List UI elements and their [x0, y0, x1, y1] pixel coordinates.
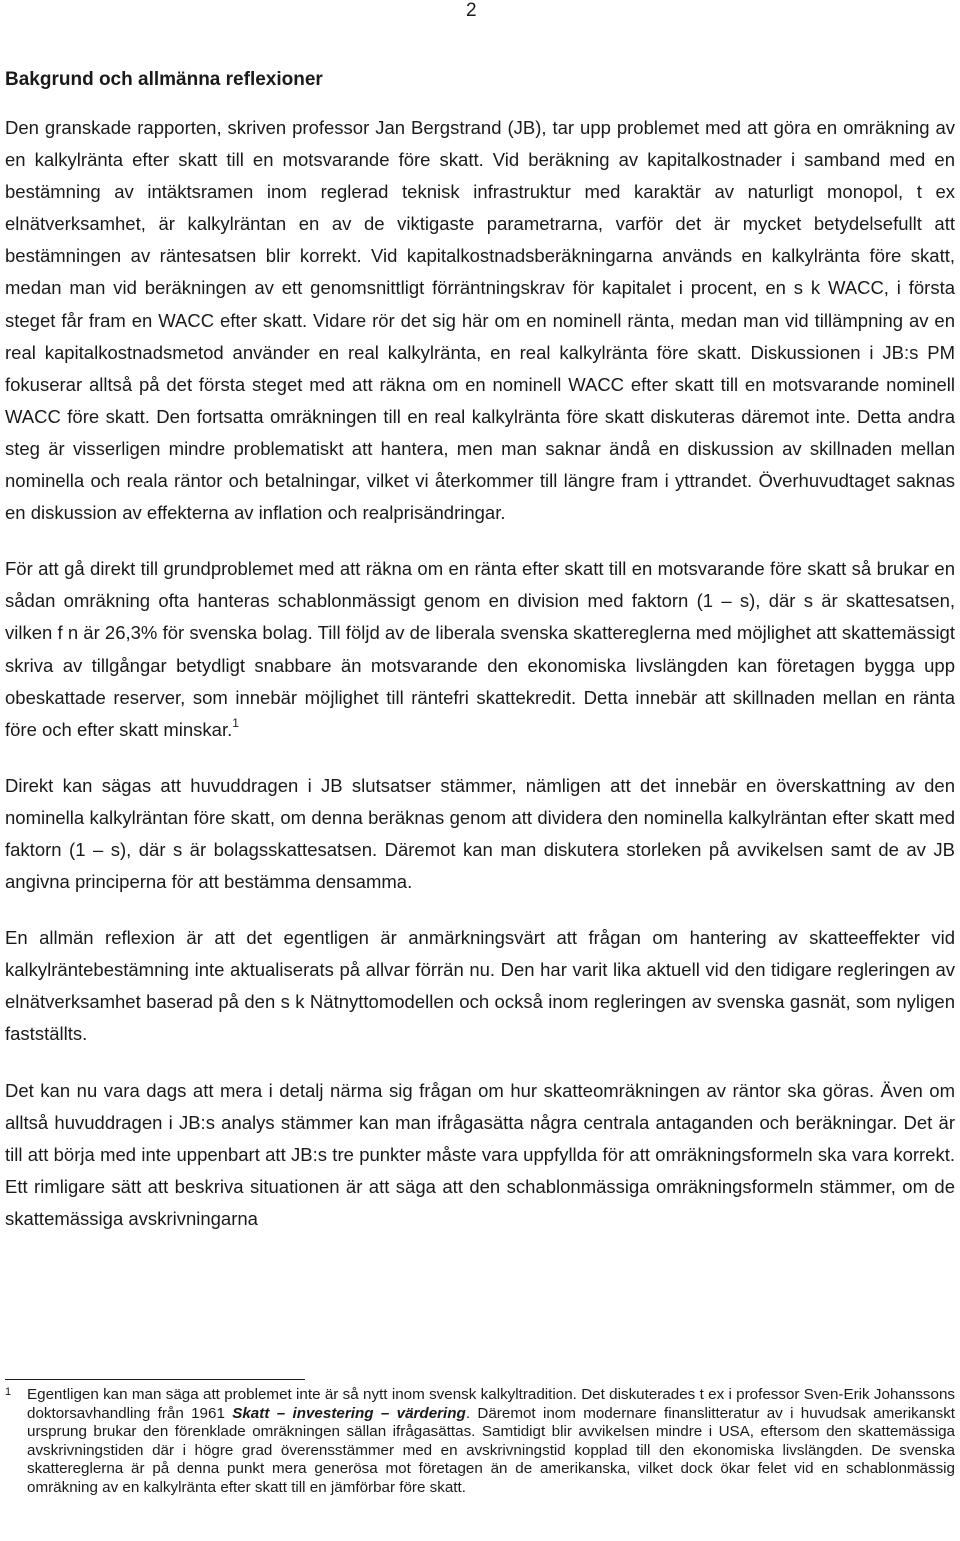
footnote: [5, 1386, 955, 1497]
paragraph-1: Den granskade rapporten, skriven professor Jan Bergstrand (JB), tar upp problemet med att göra en omräkning av en kalkylränta efter skatt till en motsvarande före skatt. Vid beräkning av kapitalkostnader i samband med en bestämning av intäktsramen inom reglerad teknisk infrastruktur med karaktär av naturligt monopol, t ex elnätverksamhet, är kalkylräntan en av de viktigaste parametrarna, varför det är mycket betydelsefullt att bestämningen av räntesatsen blir korrekt. Vid kapitalkostnadsberäkningarna används en kalkylränta före skatt, medan man vid beräkningen av ett genomsnittligt förräntningskrav för kapitalet i procent, en s k WACC, i första steget får fram en WACC efter skatt. Vidare rör det sig här om en nominell ränta, medan man vid tillämpning av en real kapitalkostnadsmetod använder en real kalkylränta, en real kalkylränta före skatt. Diskussionen i JB:s PM fokuserar alltså på det första steget med att räkna om en nominell WACC efter skatt till en motsvarande nominell WACC före skatt. Den fortsatta omräkningen till en real kalkylränta före skatt diskuteras däremot inte. Detta andra steg är visserligen mindre problematiskt att hantera, men man saknar ändå en diskussion av skillnaden mellan nominella och reala räntor och betalningar, vilket vi återkommer till längre fram i yttrandet. Överhuvudtaget saknas en diskussion av effekterna av inflation och realprisändringar.: [5, 117, 955, 524]
footnote-book-title: Skatt – investering – värdering: [232, 1404, 466, 1422]
paragraph-4: En allmän reflexion är att det egentligen är anmärkningsvärt att frågan om hantering av skatteeffekter vid kalkylräntebestämning inte aktualiserats på allvar förrän nu. Den har varit lika aktuell vid den tidigare regleringen av elnätverksamhet baserad på den s k Nätnyttomodellen och också inom regleringen av svenska gasnät, som nyligen fastställts.: [5, 927, 955, 1045]
footnote-reference[interactable]: 1: [232, 715, 239, 730]
paragraph-5: Det kan nu vara dags att mera i detalj närma sig frågan om hur skatteomräkningen av räntor ska göras. Även om alltså huvuddragen i JB:s analys stämmer kan man ifrågasätta några centrala antaganden och beräkningar. Det är till att börja med inte uppenbart att JB:s tre punkter måste vara uppfyllda för att omräkningsformeln ska vara korrekt. Ett rimligare sätt att beskriva situationen är att säga att den schablonmässiga omräkningsformeln stämmer, om de skattemässiga avskrivningarna: [5, 1079, 955, 1229]
paragraph-2-text: För att gå direkt till grundproblemet med att räkna om en ränta efter skatt till en motsvarande före skatt så brukar en sådan omräkning ofta hanteras schablonmässigt genom en division med faktorn (1 – s), där s är skattesatsen, vilken f n är 26,3% för svenska bolag. Till följd av de liberala svenska skattereglerna med möjlighet att skattemässigt skriva av tillgångar betydligt snabbare än motsvarande den ekonomiska livslängden kan företagen bygga upp obeskattade reserver, som innebär möjlighet till räntefri skattekredit. Detta innebär att skillnaden mellan en ränta före och efter skatt minskar.: [5, 558, 955, 740]
main-content: [5, 64, 955, 1259]
footnote-number: 1: [5, 1386, 12, 1398]
section-heading: Bakgrund och allmänna reflexioner: [5, 69, 323, 90]
paragraph-3: Direkt kan sägas att huvuddragen i JB slutsatser stämmer, nämligen att det innebär en överskattning av den nominella kalkylräntan före skatt, om denna beräknas genom att dividera den nominella kalkylräntan efter skatt med faktorn (1 – s), där s är bolagsskattesatsen. Däremot kan man diskutera storleken på avvikelsen samt de av JB angivna principerna för att bestämma densamma.: [5, 774, 955, 893]
footnote-text-before: Egentligen kan man säga att problemet inte är så nytt inom svensk kalkyltradition. Det diskuterades t ex i professor Sven-Erik Johanssons doktorsavhandling från 1961: [27, 1386, 955, 1422]
page-number: 2: [466, 0, 477, 21]
footnote-text-after: . Däremot inom modernare finanslitteratur av i huvudsak amerikanskt ursprung brukar den förenklade omräkningen sällan ifrågasättas. Samtidigt blir avvikelsen mindre i USA, eftersom den skattemässiga avskrivningstiden där i högre grad överensstämmer med en avskrivningstid kopplad till den ekonomiska livslängden. De svenska skattereglerna är på denna punkt mera generösa mot företagen än de amerikanska, vilket dock ökar felet vid en schablonmässig omräkning av en kalkylränta efter skatt till en jämförbar före skatt.: [27, 1404, 956, 1496]
footnote-separator: [5, 1379, 305, 1380]
paragraph-2: [5, 553, 955, 746]
footnote-text: [27, 1386, 955, 1497]
